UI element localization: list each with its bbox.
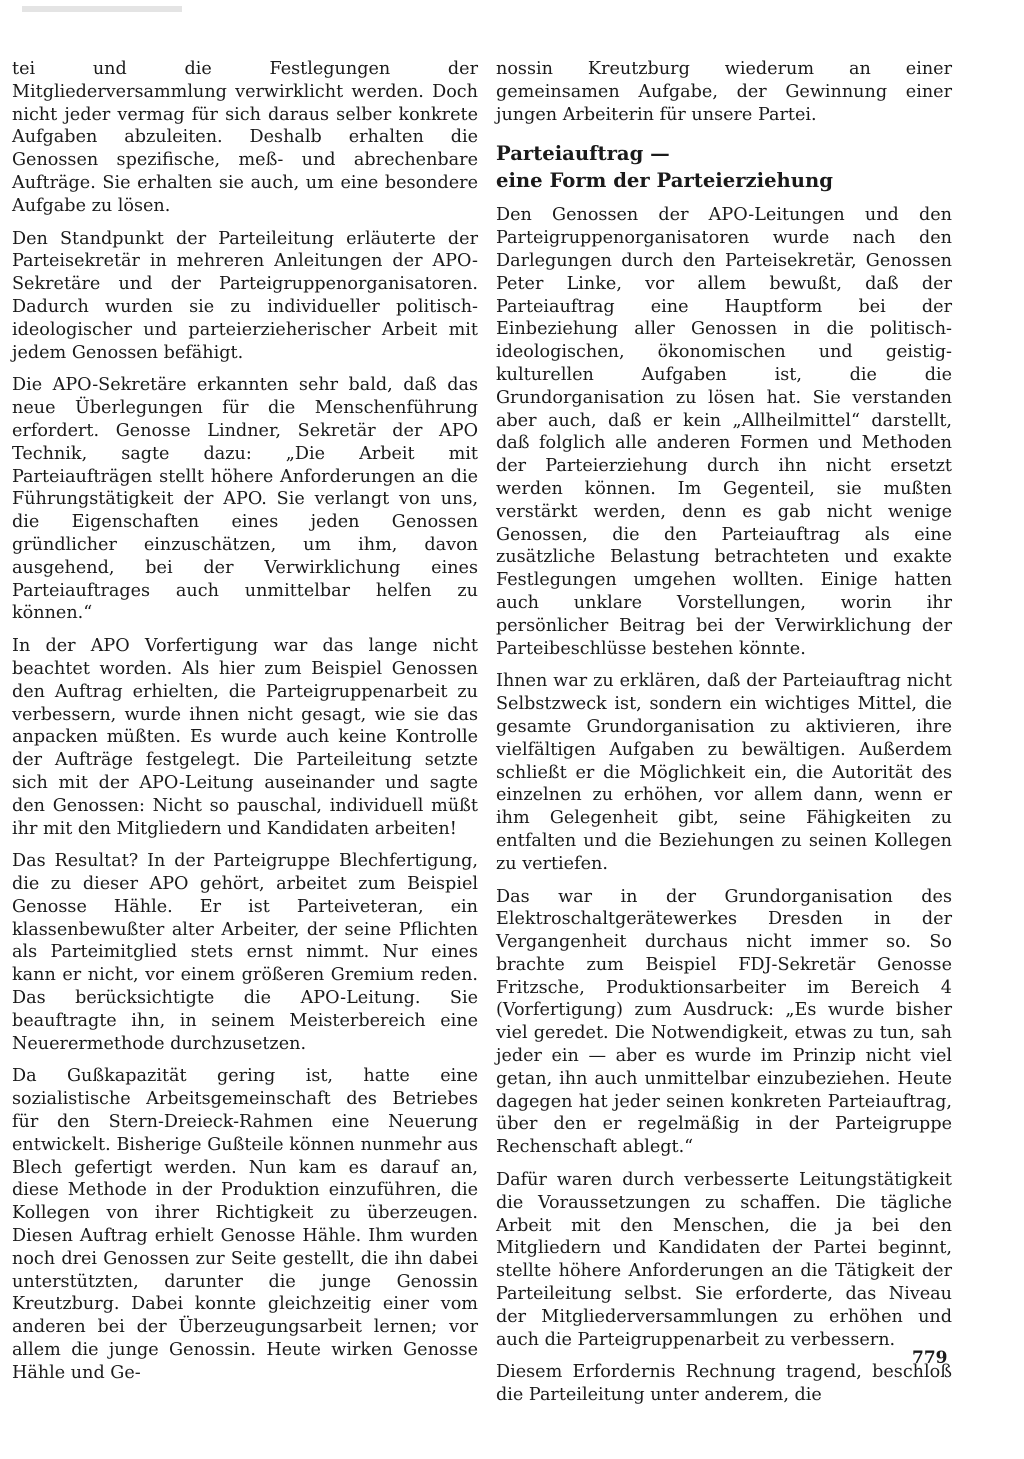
paragraph: Den Genossen der APO-Leitungen und den Parteigruppenorganisatoren wurde nach den Darlegungen durch den Parteisekretär, Genossen Peter Linke, vor allem bewußt, daß der Parteiauftrag eine Hauptform bei der Einbeziehung aller Genossen in die politisch-ideologischen, ökonomischen und geistig-kulturellen Aufgaben ist, die die Grundorganisation zu lösen hat. Sie verstanden aber auch, daß er kein „Allheilmittel“ darstellt, daß folglich alle anderen Formen und Methoden der Parteierziehung durch ihn nicht ersetzt werden können. Im Gegenteil, sie mußten verstärkt werden, denn es gab nicht wenige Genossen, die den Parteiauftrag als eine zusätzliche Belastung betrachteten und exakte Festlegungen umgehen wollten. Einige hatten auch unklare Vorstellungen, worin ihr persönlicher Beitrag bei der Verwirklichung der Parteibeschlüsse bestehen könnte. [496,205,952,659]
left-column [12,58,478,1395]
paragraph: Ihnen war zu erklären, daß der Parteiauftrag nicht Selbstzweck ist, sondern ein wichtiges Mittel, die gesamte Grundorganisation zu aktivieren, ihre vielfältigen Aufgaben zu bewältigen. Außerdem schließt er die Möglichkeit ein, die Autorität des einzelnen zu erhöhen, vor allem dann, wenn er ihm Gelegenheit gibt, seine Fähigkeiten zu entfalten und die Beziehungen zu seinen Kollegen zu vertiefen. [496,671,952,874]
intro-paragraph: nossin Kreutzburg wiederum an einer gemeinsamen Aufgabe, der Gewinnung einer jungen Arbeiterin für unsere Partei. [496,59,952,125]
paragraph: Da Gußkapazität gering ist, hatte eine sozialistische Arbeitsgemeinschaft des Betriebes für den Stern-Dreieck-Rahmen eine Neuerung entwickelt. Bisherige Gußteile können nunmehr aus Blech gefertigt werden. Nun kam es darauf an, diese Methode in der Produktion einzuführen, die Kollegen von ihrer Richtigkeit zu überzeugen. Diesen Auftrag erhielt Genosse Hähle. Ihm wurden noch drei Genossen zur Seite gestellt, die ihn dabei unterstützten, darunter die junge Genossin Kreutzburg. Dabei konnte gleichzeitig einer vom anderen bei der Überzeugungsarbeit lernen; vor allem die junge Genossin. Heute wirken Genosse Hähle und Ge- [12,1066,478,1383]
paragraph: Den Standpunkt der Parteileitung erläuterte der Parteisekretär in mehreren Anleitungen der APO-Sekretäre und der Parteigruppenorganisatoren. Dadurch wurden sie zu individueller politisch-ideologischer und parteierzieherischer Arbeit mit jedem Genossen befähigt. [12,228,478,363]
scan-margin-mark [22,6,182,12]
paragraph: Diesem Erfordernis Rechnung tragend, beschloß die Parteileitung unter anderem, die [496,1362,952,1406]
heading-line: eine Form der Parteierziehung [496,169,833,193]
right-column [496,58,952,1417]
paragraph: Dafür waren durch verbesserte Leitungstätigkeit die Voraussetzungen zu schaffen. Die tägliche Arbeit mit den Menschen, die ja bei den Mitgliedern und Kandidaten der Partei beginnt, stellte höhere Anforderungen an die Tätigkeit der Parteileitung selbst. Sie erforderte, das Niveau der Mitgliederversammlungen zu erhöhen und auch die Parteigruppenarbeit zu verbessern. [496,1170,952,1350]
heading-line: Parteiauftrag — [496,142,670,166]
paragraph: tei und die Festlegungen der Mitgliederversammlung verwirklicht werden. Doch nicht jeder vermag für sich daraus selber konkrete Aufgaben abzuleiten. Deshalb erhalten die Genossen spezifische, meß- und abrechenbare Aufträge. Sie erhalten sie auch, um eine besondere Aufgabe zu lösen. [12,59,478,216]
paragraph: Die APO-Sekretäre erkannten sehr bald, daß das neue Überlegungen für die Menschenführung erfordert. Genosse Lindner, Sekretär der APO Technik, sagte dazu: „Die Arbeit mit Parteiaufträgen stellt höhere Anforderungen an die Führungstätigkeit der APO. Sie verlangt von uns, die Eigenschaften eines jeden Genossen gründlicher einzuschätzen, um ihm, davon ausgehend, bei der Verwirklichung eines Parteiauftrages auch unmittelbar helfen zu können.“ [12,375,478,624]
paragraph: Das Resultat? In der Parteigruppe Blechfertigung, die zu dieser APO gehört, arbeitet zum Beispiel Genosse Hähle. Er ist Parteiveteran, ein klassenbewußter alter Arbeiter, der seine Pflichten als Parteimitglied stets ernst nimmt. Nur eines kann er nicht, vor einem größeren Gremium reden. Das berücksichtigte die APO-Leitung. Sie beauftragte ihn, in seinem Meisterbereich eine Neuerermethode durchzusetzen. [12,851,478,1054]
paragraph: Das war in der Grundorganisation des Elektroschaltgerätewerkes Dresden in der Vergangenheit durchaus nicht immer so. So brachte zum Beispiel FDJ-Sekretär Genosse Fritzsche, Produktionsarbeiter im Bereich 4 (Vorfertigung) zum Ausdruck: „Es wurde bisher viel geredet. Die Notwendigkeit, etwas zu tun, sah jeder ein — aber es wurde im Prinzip nicht viel getan, ihn auch unmittelbar einzubeziehen. Heute dagegen hat jeder seinen konkreten Parteiauftrag, über den er regelmäßig in der Parteigruppe Rechenschaft ablegt.“ [496,886,952,1158]
section-heading [496,140,952,194]
page-number: 779 [912,1348,948,1368]
paragraph: In der APO Vorfertigung war das lange nicht beachtet worden. Als hier zum Beispiel Genossen den Auftrag erhielten, die Parteigruppenarbeit zu verbessern, wurde ihnen nicht gesagt, wie sie das anpacken müßten. Es wurde auch keine Kontrolle der Aufträge festgelegt. Die Parteileitung setzte sich mit der APO-Leitung auseinander und sagte den Genossen: Nicht so pauschal, individuell müßt ihr mit den Mitgliedern und Kandidaten arbeiten! [12,636,478,839]
